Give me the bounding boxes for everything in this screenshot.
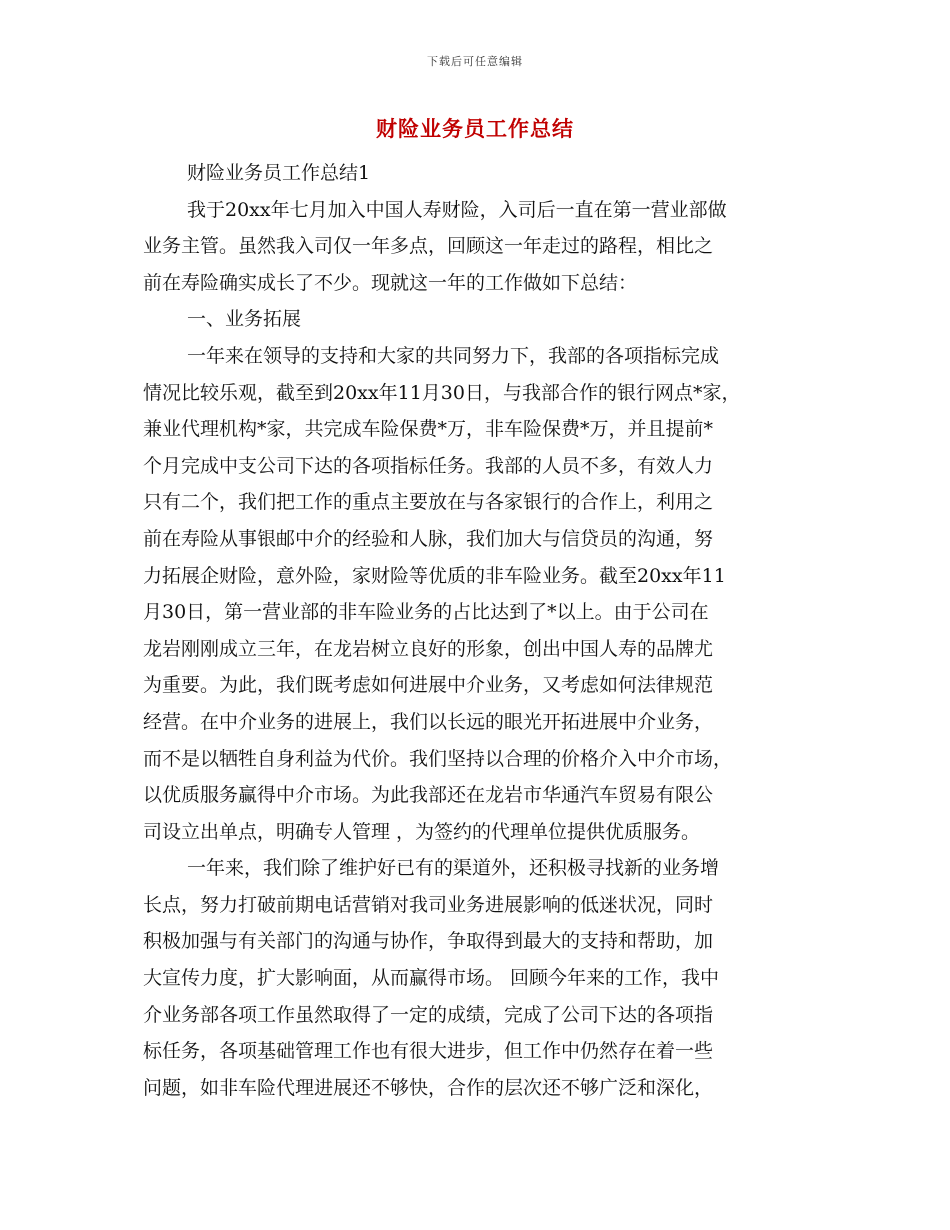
body-line: 只有二个，我们把工作的重点主要放在与各家银行的合作上，利用之 xyxy=(143,491,714,514)
body-line: 长点，努力打破前期电话营销对我司业务进展影响的低迷状况，同时 xyxy=(143,893,714,916)
body-line: 问题，如非车险代理进展还不够快，合作的层次还不够广泛和深化， xyxy=(143,1076,714,1099)
body-line: 龙岩刚刚成立三年，在龙岩树立良好的形象，创出中国人寿的品牌尤 xyxy=(143,637,714,660)
body-line: 我于20xx年七月加入中国人寿财险，入司后一直在第一营业部做 xyxy=(187,198,727,221)
body-line: 财险业务员工作总结1 xyxy=(187,162,371,184)
body-line: 一、业务拓展 xyxy=(187,308,302,331)
body-line: 而不是以牺牲自身利益为代价。我们坚持以合理的价格介入中介市场， xyxy=(143,747,733,770)
body-line: 前在寿险从事银邮中介的经验和人脉，我们加大与信贷员的沟通，努 xyxy=(143,527,714,550)
body-line: 司设立出单点，明确专人管理 ，为签约的代理单位提供优质服务。 xyxy=(143,820,701,843)
body-line: 大宣传力度，扩大影响面，从而赢得市场。 回顾今年来的工作，我中 xyxy=(143,967,720,990)
body-line: 介业务部各项工作虽然取得了一定的成绩，完成了公司下达的各项指 xyxy=(143,1003,714,1026)
body-line: 一年来，我们除了维护好已有的渠道外，还积极寻找新的业务增 xyxy=(187,857,720,880)
body-line: 积极加强与有关部门的沟通与协作，争取得到最大的支持和帮助，加 xyxy=(143,930,714,953)
body-line: 一年来在领导的支持和大家的共同努力下，我部的各项指标完成 xyxy=(187,344,720,367)
body-line: 情况比较乐观，截至到20xx年11月30日，与我部合作的银行网点*家， xyxy=(143,381,741,404)
body-line: 力拓展企财险，意外险，家财险等优质的非车险业务。截至20xx年11 xyxy=(143,564,726,587)
page-header-note: 下载后可任意编辑 xyxy=(427,55,523,68)
body-line: 个月完成中支公司下达的各项指标任务。我部的人员不多，有效人力 xyxy=(143,454,714,477)
body-line: 业务主管。虽然我入司仅一年多点，回顾这一年走过的路程，相比之 xyxy=(143,235,714,258)
body-line: 为重要。为此，我们既考虑如何进展中介业务，又考虑如何法律规范 xyxy=(143,674,714,697)
body-line: 经营。在中介业务的进展上，我们以长远的眼光开拓进展中介业务， xyxy=(143,710,714,733)
body-line: 以优质服务赢得中介市场。为此我部还在龙岩市华通汽车贸易有限公 xyxy=(143,784,714,807)
document-title: 财险业务员工作总结 xyxy=(376,116,574,141)
body-line: 月30日，第一营业部的非车险业务的占比达到了*以上。由于公司在 xyxy=(143,601,709,624)
body-line: 标任务，各项基础管理工作也有很大进步，但工作中仍然存在着一些 xyxy=(143,1040,714,1063)
body-line: 兼业代理机构*家，共完成车险保费*万，非车险保费*万，并且提前* xyxy=(143,418,714,441)
document-body xyxy=(143,155,821,1106)
body-line: 前在寿险确实成长了不少。现就这一年的工作做如下总结： xyxy=(143,271,638,294)
